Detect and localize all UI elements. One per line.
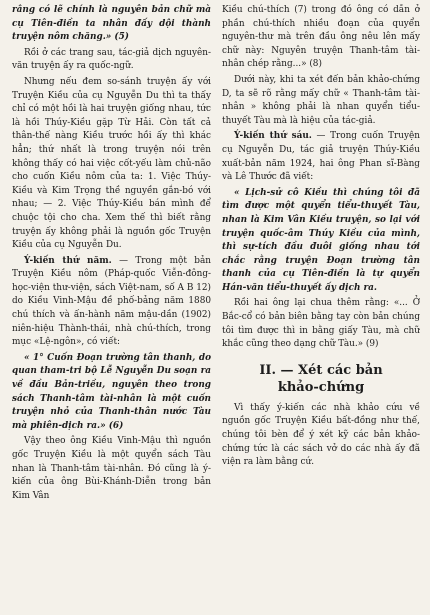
paragraph: Nhưng nếu đem so-sánh truyện ấy với Truyện Kiều của cụ Nguyễn Du thì ta thấy chỉ có một hồi là hai truyện giống nhau, tức là hồi Thúy-Kiều gặp Từ Hải. Còn tất cả thân-thế nàng Kiều trước hồi ấy thì khác hẳn; thứ nhất là trong truyện nói trên không thấy có hai việc cốt-yếu làm chủ-não cho cuốn Kiều nôm của ta: 1. Việc Thúy-Kiều và Kim Trọng thề nguyền gắn-bó với nhau; — 2. Việc Thúy-Kiều bán mình để chuộc tội cho cha. Xem thế thì biết rằng truyện ấy không phải là nguồn gốc Truyện Kiều của cụ Nguyễn Du.	[12, 76, 211, 251]
opinion-heading: Ý-kiến thứ sáu.	[234, 131, 312, 142]
quote-paragraph: « Lịch-sử cô Kiều thì chúng tôi đã tìm được một quyển tiểu-thuyết Tàu, nhan là Kim Vân Kiều truyện, so lại với truyện quốc-âm Thúy Kiều của mình, thì sự-tích đầu đuôi giống nhau tới chắc rằng truyện Đoạn trường tân thanh của cụ Tiên-điền là tự quyển Hán-văn tiểu-thuyết ấy dịch ra.	[222, 187, 420, 293]
opinion-five-paragraph	[12, 255, 211, 350]
paragraph: Rồi hai ông lại chua thêm rằng: «... Ở Bắc-cổ có bản biên bằng tay còn bản chúng tôi tìm được thì in bằng giấy Tàu, mà chữ khắc cũng theo dạng chữ Tàu.» (9)	[222, 298, 420, 350]
right-column	[222, 4, 420, 611]
paragraph: Vì thấy ý-kiến các nhà khảo cứu về nguồn gốc Truyện Kiều bất-đồng như thế, chúng tôi bèn để ý xét kỹ các bản khảo-chứng tức là các sách vở do các nhà ấy đã viện ra làm bằng cứ.	[222, 402, 420, 468]
paragraph: Dưới này, khi ta xét đến bản khảo-chứng D, ta sẽ rõ rằng mấy chữ « Thanh-tâm tài-nhân » không phải là nhan quyển tiểu-thuyết Tàu mà là hiệu của tác-giả.	[222, 74, 420, 126]
left-column	[12, 4, 211, 611]
two-column-layout	[12, 4, 420, 611]
paragraph: Vậy theo ông Kiều Vinh-Mậu thì nguồn gốc Truyện Kiều là một quyển sách Tàu nhan là Thanh-tâm tài-nhân. Đó cũng là ý-kiến của ông Bùi-Khánh-Diễn trong bản Kim Vân	[12, 436, 211, 501]
opinion-text: — Trong một bản Truyện Kiều nôm (Pháp-quốc Viễn-đông-học-viện thư-viện, sách Việt-nam, số A B 12) do Kiều Vinh-Mậu đề phố-bảng năm 1880 chú thích và ấn-hành năm mậu-dần (1902) niên-hiệu Thành-thái, nhà chú-thích, trong mục «Lệ-ngôn», có viết:	[12, 255, 211, 348]
opinion-six-paragraph	[222, 130, 420, 184]
section-heading-line: khảo-chứng	[277, 379, 365, 395]
opinion-heading: Ý-kiến thứ năm.	[24, 255, 112, 266]
section-heading	[222, 362, 420, 396]
opinion-text: — Trong cuốn Truyện cụ Nguyễn Du, tác giả truyện Thúy-Kiều xuất-bản năm 1924, hai ông Phan sĩ-Bàng và Lê Thước đã viết:	[222, 131, 420, 183]
paragraph-continuation: Kiều chú-thích (7) trong đó ông có dẫn ở phần chú-thích nhiều đoạn của quyển nguyên-thư mà trên đầu ông nêu lên mấy chữ này: Nguyên truyện Thanh-tâm tài-nhân chép rằng...» (8)	[222, 5, 420, 70]
quote-continuation: rằng có lẽ chính là nguyên bản chữ mà cụ Tiên-điền ta nhân đấy dội thành truyện nôm chăng.» (5)	[12, 5, 211, 43]
section-heading-line: II. — Xét các bản	[259, 362, 383, 378]
quote-paragraph: « 1° Cuốn Đoạn trường tân thanh, do quan tham-tri bộ Lễ Nguyễn Du soạn ra về đầu Bản-triều, nguyên theo trong sách Thanh-tâm tài-nhân là một cuốn truyện nhỏ của Thanh-thân nước Tàu mà phiên-dịch ra.» (6)	[12, 352, 211, 431]
paragraph: Rồi ở các trang sau, tác-giả dịch nguyên-văn truyện ấy ra quốc-ngữ.	[12, 47, 211, 72]
